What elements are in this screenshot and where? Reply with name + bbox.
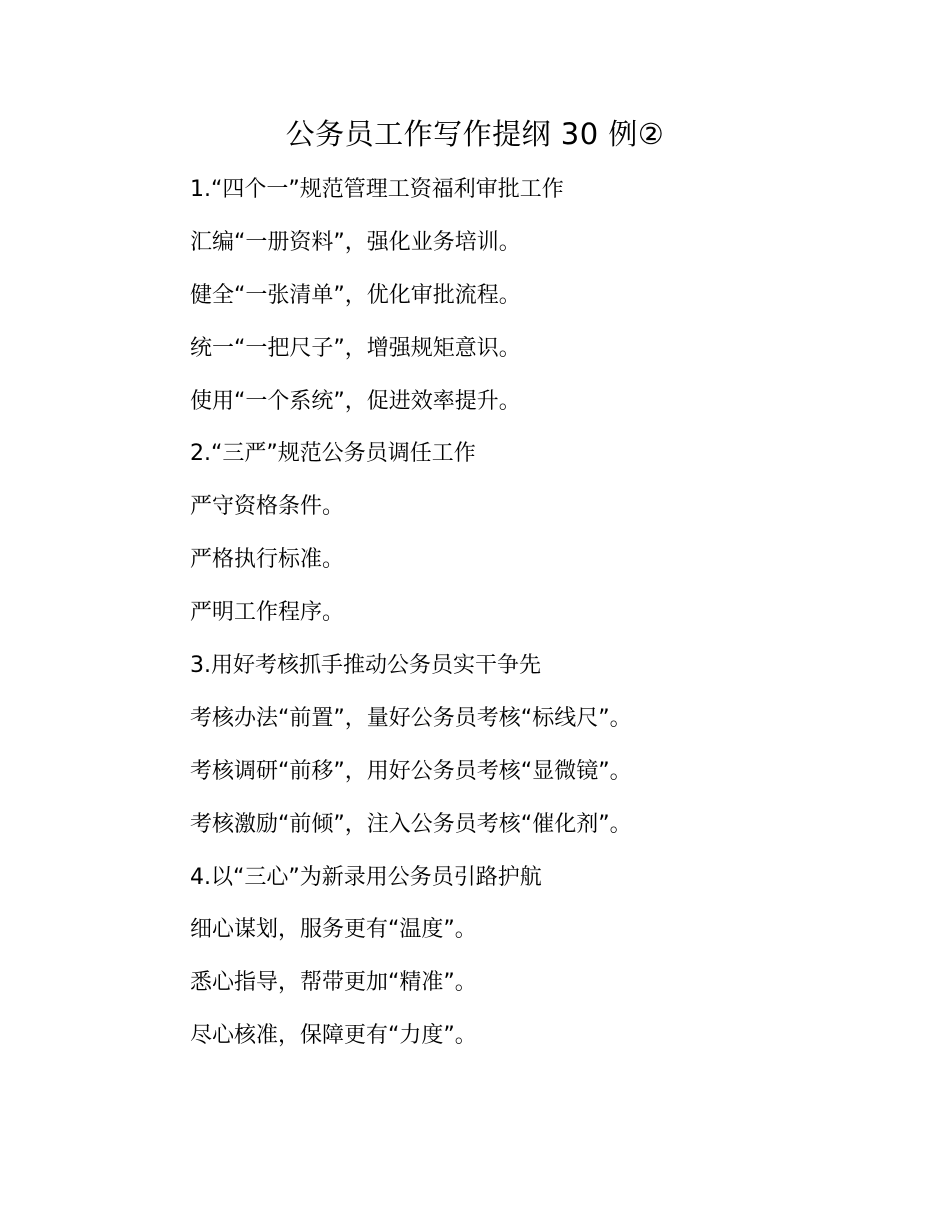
outline-item: 考核调研“前移”，用好公务员考核“显微镜”。: [190, 758, 632, 784]
document-title: 公务员工作写作提纲 30 例②: [285, 117, 665, 151]
outline-list: [190, 168, 910, 1067]
outline-item: 考核办法“前置”，量好公务员考核“标线尺”。: [190, 705, 632, 731]
outline-item: 使用“一个系统”，促进效率提升。: [190, 388, 521, 414]
outline-heading-4: 4.以“三心”为新录用公务员引路护航: [190, 864, 542, 890]
outline-item: 严格执行标准。: [190, 547, 345, 573]
outline-heading-1: 1.“四个一”规范管理工资福利审批工作: [190, 177, 564, 202]
outline-item: 严守资格条件。: [190, 494, 345, 520]
outline-item: 细心谋划，服务更有“温度”。: [190, 917, 477, 943]
outline-item: 尽心核准，保障更有“力度”。: [190, 1023, 477, 1049]
outline-item: 严明工作程序。: [190, 600, 345, 626]
outline-item: 统一“一把尺子”，增强规矩意识。: [190, 335, 521, 361]
outline-item: 健全“一张清单”，优化审批流程。: [190, 282, 521, 308]
outline-heading-3: 3.用好考核抓手推动公务员实干争先: [190, 653, 541, 679]
outline-item: 悉心指导，帮带更加“精准”。: [190, 970, 477, 996]
outline-heading-2: 2.“三严”规范公务员调任工作: [190, 441, 476, 467]
outline-item: 汇编“一册资料”，强化业务培训。: [190, 229, 521, 255]
outline-item: 考核激励“前倾”，注入公务员考核“催化剂”。: [190, 811, 632, 837]
